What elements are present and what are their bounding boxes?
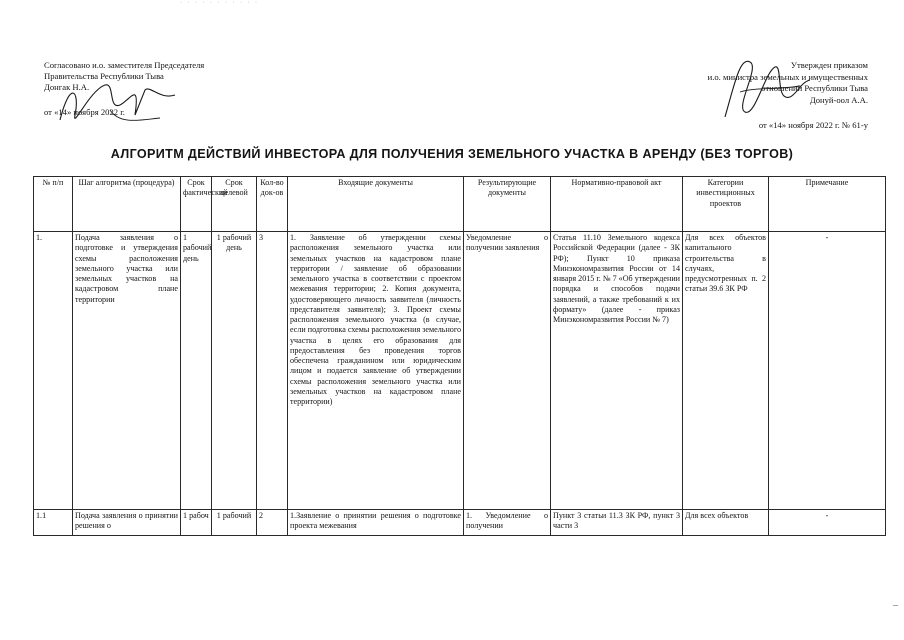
edge-mark: – (893, 600, 898, 611)
header-count: Кол-во док-ов (257, 177, 288, 232)
row-step: Подача заявления о принятии решения о (73, 510, 181, 536)
approval-line-1: Утвержден приказом (790, 60, 868, 70)
row-docs: 1. Заявление об утверждении схемы расположения земельного участка или земельных участков на кадастровом плане территории / заявление об образовании земельного участка в соответствии с проектом межевания территории; 2. Копия документа, удостоверяющего личность заявителя (личность представителя заявителя); 3. Проект схемы расположения земельного участка (в случае, если подготовка схемы расположения земельного участка в целях его образования для предоставления без проведения торгов обеспечена гражданином или юридическим лицом и подается заявление об утверждении схемы расположения земельного участка или земельных участков на кадастровом плане территории) (288, 232, 464, 510)
header-result-docs: Результирующие документы (464, 177, 551, 232)
agreement-date: от «14» ноября 2022 г. (44, 107, 125, 117)
row-docs: 1.Заявление о принятии решения о подготовке проекта межевания (288, 510, 464, 536)
row-result: 1. Уведомление о получении (464, 510, 551, 536)
agreement-block (44, 60, 284, 118)
algorithm-table (33, 176, 886, 536)
agreement-line-3: Донгак Н.А. (44, 82, 90, 92)
agreement-line-2: Правительства Республики Тыва (44, 71, 164, 81)
table-row (34, 510, 886, 536)
row-target: 1 рабочий (212, 510, 257, 536)
row-num: 1. (34, 232, 73, 510)
approval-block (600, 60, 868, 132)
row-target: 1 рабочий день (212, 232, 257, 510)
row-step: Подача заявления о подготовке и утверждения схемы расположения земельного участка или земельных участков на кадастровом плане территории (73, 232, 181, 510)
row-count: 2 (257, 510, 288, 536)
header-category: Категории инвестиционных проектов (683, 177, 769, 232)
approval-date: от «14» ноября 2022 г. № 61-у (758, 120, 868, 130)
header-num: № п/п (34, 177, 73, 232)
header-legal-act: Нормативно-правовой акт (551, 177, 683, 232)
document-title: АЛГОРИТМ ДЕЙСТВИЙ ИНВЕСТОРА ДЛЯ ПОЛУЧЕНИЯ ЗЕМЕЛЬНОГО УЧАСТКА В АРЕНДУ (БЕЗ ТОРГОВ) (110, 147, 794, 161)
row-result: Уведомление о получении заявления (464, 232, 551, 510)
approval-line-4: Донуй-оол А.А. (809, 94, 868, 105)
agreement-line-1: Согласовано и.о. заместителя Председателя (44, 60, 205, 70)
header-actual: Срок фактический (181, 177, 212, 232)
row-note: - (769, 510, 886, 536)
scan-noise: · · · · · · · · · · · (180, 0, 259, 6)
header-step: Шаг алгоритма (процедура) (73, 177, 181, 232)
row-num: 1.1 (34, 510, 73, 536)
row-count: 3 (257, 232, 288, 510)
table-row (34, 232, 886, 510)
header-target: Срок целевой (212, 177, 257, 232)
approval-line-2: и.о. министра земельных и имущественных (707, 71, 868, 82)
header-note: Примечание (769, 177, 886, 232)
row-legal-act: Пункт 3 статьи 11.3 ЗК РФ, пункт 3 части 3 (551, 510, 683, 536)
row-category: Для всех объектов (683, 510, 769, 536)
row-actual: 1 рабоч (181, 510, 212, 536)
row-actual: 1 рабочий день (181, 232, 212, 510)
row-note: - (769, 232, 886, 510)
row-legal-act: Статья 11.10 Земельного кодекса Российской Федерации (далее - ЗК РФ); Пункт 10 приказа Минэкономразвития России от 14 января 2015 г. № 7 «Об утверждении порядка и способов подачи заявлений, а также требований к их формату» (далее - приказ Минэкономразвития России № 7) (551, 232, 683, 510)
row-category: Для всех объектов капитального строительства в случаях, предусмотренных п. 2 статьи 39.6 ЗК РФ (683, 232, 769, 510)
approval-line-3: отношений Республики Тыва (761, 83, 868, 93)
header-incoming-docs: Входящие документы (288, 177, 464, 232)
table-header-row (34, 177, 886, 232)
